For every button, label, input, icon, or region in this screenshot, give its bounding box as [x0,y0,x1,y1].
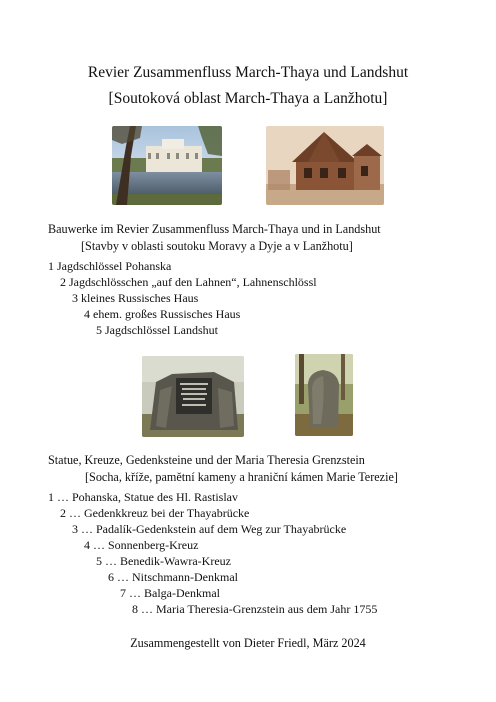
photo-hunting-lodge [266,126,384,205]
list-item: 1 … Pohanska, Statue des Hl. Rastislav [48,490,238,504]
list-item: 5 … Benedik-Wawra-Kreuz [96,554,231,568]
section1-heading-cz: [Stavby v oblasti soutoku Moravy a Dyje a v Lanžhotu] [81,239,353,253]
list-item: 8 … Maria Theresia-Grenzstein aus dem Jahr 1755 [132,602,378,616]
section2-heading: Statue, Kreuze, Gedenksteine und der Maria Theresia Grenzstein [48,453,365,467]
list-item: 4 ehem. großes Russisches Haus [84,307,241,321]
page-title: Revier Zusammenfluss March-Thaya und Landshut [87,64,409,81]
list-item: 6 … Nitschmann-Denkmal [108,570,238,584]
list-item: 3 … Padalík-Gedenkstein auf dem Weg zur Thayabrücke [72,522,347,536]
list-item: 2 … Gedenkkreuz bei der Thayabrücke [60,506,250,520]
photo-castle-pohanska [112,126,222,205]
list-item: 2 Jagdschlösschen „auf den Lahnen“, Lahnenschlössl [60,275,317,289]
list-item: 1 Jagdschlössel Pohanska [48,259,172,273]
section1-heading: Bauwerke im Revier Zusammenfluss March-Thaya und in Landshut [48,222,381,236]
list-item: 4 … Sonnenberg-Kreuz [84,538,199,552]
footer-credit: Zusammengestellt von Dieter Friedl, März 2024 [130,636,366,650]
photo-memorial-stone [142,356,244,437]
photo-border-stone [295,354,353,436]
list-item: 5 Jagdschlössel Landshut [96,323,218,337]
list-item: 7 … Balga-Denkmal [120,586,220,600]
list-item: 3 kleines Russisches Haus [72,291,199,305]
section2-heading-cz: [Socha, kříže, pamětní kameny a hraniční kámen Marie Terezie] [85,470,398,484]
page-subtitle: [Soutoková oblast March-Thaya a Lanžhotu] [108,90,388,107]
